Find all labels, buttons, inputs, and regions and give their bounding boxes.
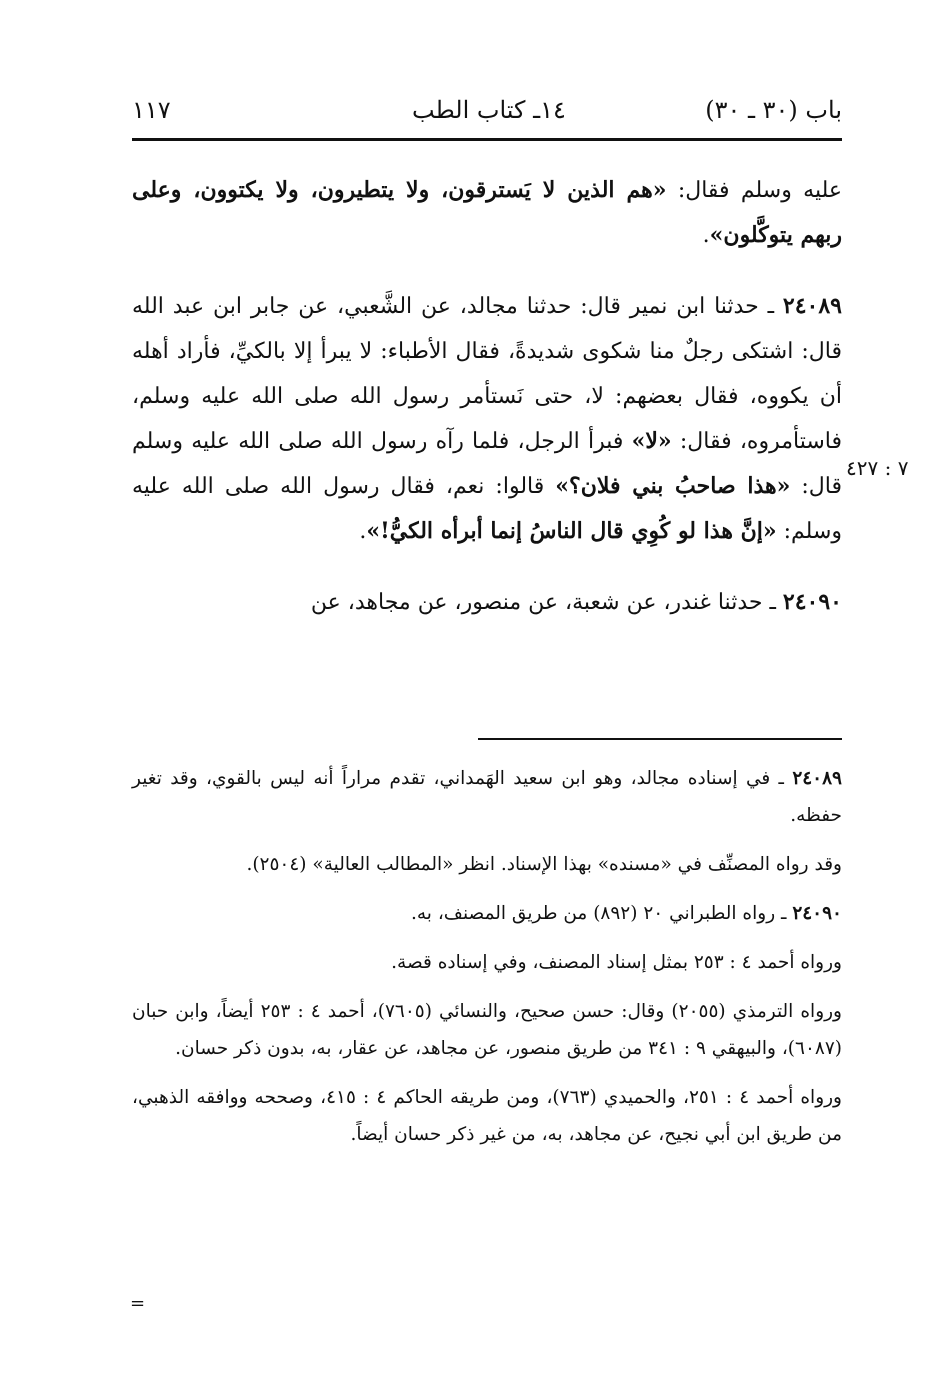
text-span: .: [702, 223, 710, 248]
main-paragraph: [132, 580, 842, 625]
footnote: [132, 1079, 842, 1153]
text-span: ـ في إسناده مجالد، وهو ابن سعيد الهَمداني، تقدم مراراً أنه ليس بالقوي، وقد تغير حفظه.: [132, 768, 842, 826]
footnote-number: ٢٤٠٨٩: [792, 768, 842, 789]
footnote-number: ٢٤٠٩٠: [792, 903, 842, 924]
footnote-rule: [478, 738, 842, 740]
footnotes: [132, 760, 842, 1165]
text-span: فبرأ الرجل، فلما رآه رسول الله صلى الله عليه وسلم قال:: [132, 429, 842, 499]
hadith-number: ٢٤٠٨٩: [782, 293, 842, 319]
text-span: ـ حدثنا غندر، عن شعبة، عن منصور، عن مجاهد، عن: [310, 590, 783, 615]
hadith-quote: «لا»: [631, 428, 672, 454]
text-span: وقد رواه المصنِّف في «مسنده» بهذا الإسناد. انظر «المطالب العالية» (٢٥٠٤).: [246, 854, 842, 875]
main-text: [132, 168, 842, 625]
text-span: .: [359, 519, 367, 544]
hadith-number: ٢٤٠٩٠: [782, 589, 842, 615]
continuation-mark: =: [130, 1293, 146, 1314]
footnote: [132, 846, 842, 883]
page-number: ١١٧: [132, 96, 171, 124]
header-rule: [132, 138, 842, 141]
text-span: قالوا: نعم، فقال رسول الله صلى الله عليه وسلم:: [132, 474, 842, 544]
footnote: [132, 895, 842, 932]
footnote: [132, 944, 842, 981]
hadith-quote: «هم الذين لا يَسترقون، ولا يتطيرون، ولا يكتوون، وعلى ربهم يتوكَّلون»: [132, 177, 842, 248]
footnote: [132, 760, 842, 834]
text-span: ورواه أحمد ٤ : ٢٥٣ بمثل إسناد المصنف، وفي إسناده قصة.: [391, 952, 842, 973]
text-span: ورواه الترمذي (٢٠٥٥) وقال: حسن صحيح، والنسائي (٧٦٠٥)، أحمد ٤ : ٢٥٣ أيضاً، وابن حبان (٦٠٨٧)، والبيهقي ٩ : ٣٤١ من طريق منصور، عن مجاهد، عن عقار، به، بدون ذكر حسان.: [132, 1001, 842, 1059]
footnote: [132, 993, 842, 1067]
running-title: باب (٣٠ ـ ٣٠): [705, 96, 842, 124]
hadith-quote: «إنَّ هذا لو كُوِي قال الناسُ إنما أبرأه الكيُّ!»: [366, 518, 777, 544]
hadith-quote: «هذا صاحبُ بني فلان؟»: [555, 473, 791, 499]
main-paragraph: [132, 284, 842, 554]
page-header: [132, 92, 842, 136]
margin-reference: ٧ : ٤٢٧: [846, 456, 909, 480]
book-title: ١٤ـ كتاب الطب: [412, 96, 566, 124]
text-span: ورواه أحمد ٤ : ٢٥١، والحميدي (٧٦٣)، ومن طريقه الحاكم ٤ : ٤١٥، وصححه ووافقه الذهبي، من طريق ابن أبي نجيح، عن مجاهد، به، من غير ذكر حسان أيضاً.: [132, 1087, 842, 1145]
text-span: ـ رواه الطبراني ٢٠ (٨٩٢) من طريق المصنف، به.: [411, 903, 793, 924]
text-span: ـ حدثنا ابن نمير قال: حدثنا مجالد، عن الشَّعبي، عن جابر ابن عبد الله قال: اشتكى رجلٌ منا شكوى شديدةً، فقال الأطباء: لا يبرأ إلا بالكيِّ، فأراد أهله أن يكووه، فقال بعضهم: لا، حتى نَستأمر رسول الله صلى الله عليه وسلم، فاستأمروه، فقال:: [132, 294, 842, 454]
text-span: عليه وسلم فقال:: [666, 178, 842, 203]
main-paragraph: [132, 168, 842, 258]
